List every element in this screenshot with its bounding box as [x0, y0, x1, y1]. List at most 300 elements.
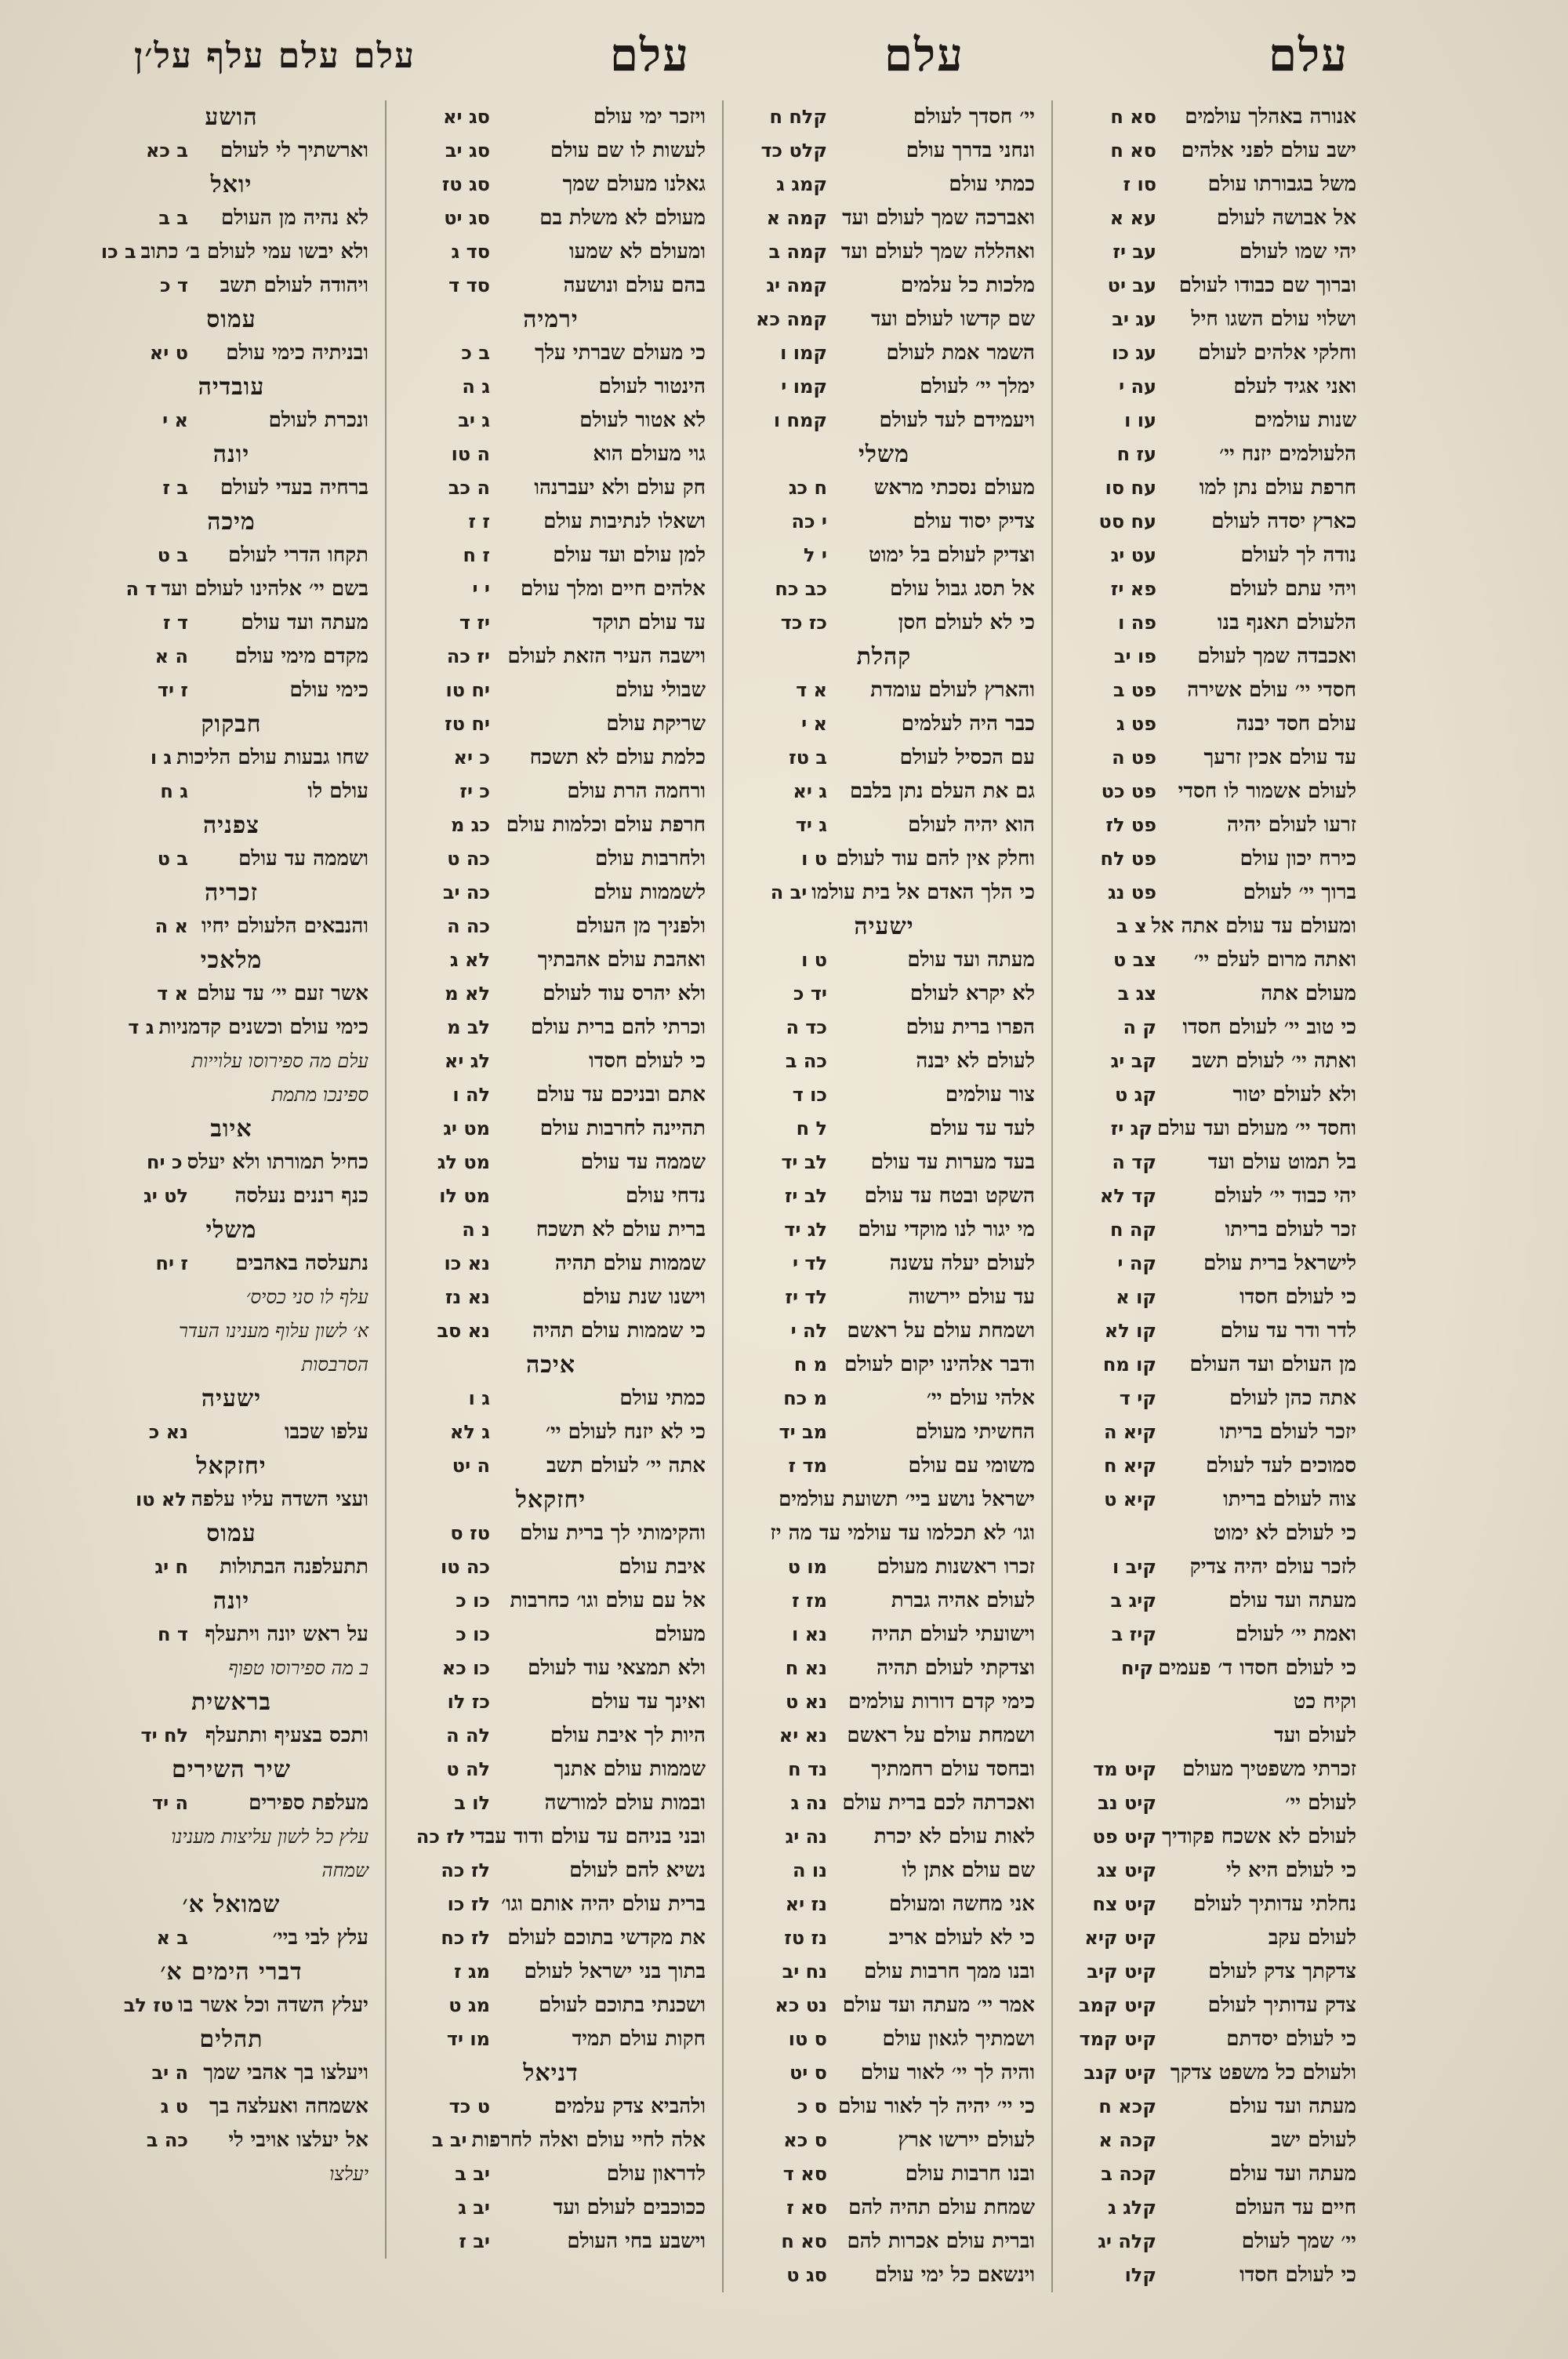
entry-phrase: כי לא לעולם אריב [888, 1926, 1035, 1950]
entry-phrase: כחיל תמורתו ולא יעלס [187, 1150, 368, 1174]
verse-reference: נט כא [775, 1994, 827, 2016]
verse-reference: קד לא [1099, 1185, 1156, 1207]
verse-reference: נז טז [784, 1927, 827, 1949]
verse-reference: קיט מד [1093, 1758, 1156, 1780]
verse-reference: קכה א [1098, 2129, 1156, 2151]
entry-phrase: שריקת עולם [606, 712, 706, 736]
verse-reference: נה יג [785, 1826, 827, 1848]
concordance-entry [1062, 1112, 1356, 1146]
verse-reference: כז כד [780, 612, 827, 634]
entry-phrase: אשר זעם יי׳ עד עולם [197, 982, 368, 1005]
entry-phrase: אשמחה ואעלצה בך [209, 2095, 368, 2118]
verse-reference: פט ג [1116, 713, 1156, 735]
entry-phrase: אלהי עולם יי׳ [926, 1387, 1035, 1410]
concordance-entry [94, 2090, 368, 2124]
verse-reference: לה י [790, 1320, 827, 1342]
verse-reference: לח יד [140, 1725, 188, 1747]
verse-reference: קמג ג [776, 173, 827, 195]
column-header-3: עלם [609, 28, 690, 82]
entry-phrase: כארץ יסדה לעולם [1211, 510, 1356, 533]
verse-reference: קי ד [1119, 1387, 1156, 1409]
verse-reference: ג ו [468, 1387, 490, 1409]
concordance-entry [396, 1753, 706, 1787]
verse-reference: קיט צח [1092, 1893, 1156, 1915]
concordance-entry [1062, 2157, 1356, 2191]
concordance-entry [94, 2056, 368, 2090]
column-header-1: עלם [1268, 28, 1348, 82]
concordance-entry [396, 1989, 706, 2023]
concordance-entry [1062, 1517, 1356, 1550]
concordance-entry [396, 1146, 706, 1180]
verse-reference: ד כ [159, 274, 188, 296]
entry-phrase: כי לעולם חסדו [1240, 2263, 1356, 2287]
concordance-entry [94, 539, 368, 572]
concordance-entry [733, 1652, 1035, 1685]
verse-reference: א ד [796, 679, 827, 701]
verse-reference: קיג ב [1110, 1590, 1156, 1612]
verse-reference: קלט כד [760, 140, 827, 162]
concordance-entry [1062, 1281, 1356, 1314]
concordance-entry [396, 1281, 706, 1314]
entry-phrase: ושאלו לנתיבות עולם [543, 510, 706, 533]
verse-reference: נד ח [788, 1758, 827, 1780]
verse-reference: לא ג [449, 949, 490, 971]
root-note: עלץ כל לשון עליצות מענינו [171, 1826, 368, 1848]
verse-reference: מט לו [439, 1185, 490, 1207]
book-heading: ירמיה [523, 306, 579, 333]
concordance-entry [733, 1078, 1035, 1112]
concordance-entry [733, 1247, 1035, 1281]
concordance-entry [396, 336, 706, 370]
verse-reference: סג ט [786, 2264, 827, 2286]
verse-reference: קמה א [766, 207, 827, 229]
concordance-entry [733, 202, 1035, 235]
entry-phrase: כי לא יזנח לעולם יי׳ [545, 1420, 706, 1444]
verse-reference: ג ו [150, 747, 172, 769]
concordance-entry [1062, 1550, 1356, 1584]
concordance-entry [733, 235, 1035, 269]
entry-phrase: עד עולם אכין זרעך [1203, 746, 1356, 769]
column-rule [1051, 100, 1053, 2292]
book-heading: מלאכי [200, 947, 263, 974]
running-headers [102, 28, 1356, 107]
entry-phrase: וישבה העיר הזאת לעולם [507, 645, 706, 668]
concordance-entry [1062, 977, 1356, 1011]
verse-reference: יח טו [445, 679, 490, 701]
concordance-entry [733, 1449, 1035, 1483]
concordance-entry [396, 1180, 706, 1213]
entry-phrase: ואכרתה לכם ברית עולם [842, 1791, 1035, 1815]
verse-reference: סא ז [786, 2197, 827, 2219]
entry-phrase: אתה כהן לעולם [1229, 1387, 1356, 1410]
entry-phrase: עלץ לבי ביי׳ [272, 1926, 368, 1950]
verse-reference: סג טז [441, 173, 490, 195]
entry-phrase: החשיתי מעולם [915, 1420, 1035, 1444]
entry-phrase: משומי עם עולם [908, 1454, 1035, 1478]
concordance-entry [733, 471, 1035, 505]
concordance-entry [94, 134, 368, 168]
entry-phrase: סמוכים לעד לעולם [1205, 1454, 1356, 1478]
entry-phrase: זכרתי משפטיך מעולם [1182, 1757, 1356, 1781]
verse-reference: י כה [791, 511, 827, 533]
verse-reference: לג יד [784, 1219, 827, 1241]
concordance-entry [94, 471, 368, 505]
verse-reference: פט לח [1100, 848, 1156, 870]
verse-reference: כו ד [792, 1084, 827, 1106]
entry-phrase: שם עולם אתן לו [902, 1859, 1035, 1882]
verse-reference: קג יז [1110, 1118, 1153, 1140]
column-rule [722, 100, 724, 2292]
entry-phrase: כימי עולם וכשנים קדמניות [158, 1016, 368, 1039]
entry-phrase: הלעולמים יזנח יי׳ [1219, 442, 1356, 466]
concordance-entry [733, 2056, 1035, 2090]
entry-phrase: ואינך עד עולם [590, 1690, 706, 1714]
verse-reference: נא ו [792, 1623, 827, 1645]
verse-reference: עג כו [1112, 342, 1156, 364]
concordance-entry [733, 707, 1035, 741]
entry-phrase: מן העולם ועד העולם [1189, 1353, 1356, 1376]
book-heading: ישעיה [201, 1385, 262, 1412]
verse-reference: לה ה [446, 1725, 490, 1747]
verse-reference: צג ב [1117, 983, 1156, 1005]
verse-reference: כ יח [147, 1151, 183, 1173]
entry-phrase: בעד מערות עד עולם [870, 1150, 1035, 1174]
entry-phrase: ולהביא צדק עלמים [554, 2095, 706, 2118]
entry-phrase: יי׳ שמך לעולם [1241, 2230, 1356, 2253]
entry-phrase: נשיא להם לעולם [569, 1859, 706, 1882]
concordance-entry [1062, 1888, 1356, 1921]
verse-reference: מט יג [443, 1118, 490, 1140]
root-note: עלף לו סני כסיס׳ [245, 1286, 368, 1308]
entry-phrase: מעתה ועד עולם [1229, 2095, 1356, 2118]
verse-reference: פה ו [1118, 612, 1156, 634]
verse-reference: ז יד [157, 679, 188, 701]
verse-reference: נ ה [462, 1219, 490, 1241]
verse-reference: עט יג [1110, 544, 1156, 566]
verse-reference: נא סב [437, 1320, 490, 1342]
entry-phrase: שחו גבעות עולם הליכות [176, 746, 368, 769]
entry-phrase: אמר יי׳ מעתה ועד עולם [842, 1994, 1035, 2017]
verse-reference: ס כא [783, 2129, 827, 2151]
concordance-entry [396, 1921, 706, 1955]
concordance-entry [733, 1517, 1035, 1550]
concordance-entry [1062, 2225, 1356, 2259]
entry-phrase: כימי עולם [289, 678, 368, 702]
entry-phrase: וצדיק לעולם בל ימוט [869, 543, 1035, 567]
entry-phrase: מעולם נסכתי מראש [873, 476, 1035, 500]
concordance-entry [733, 1550, 1035, 1584]
verse-reference: לא מ [445, 983, 490, 1005]
entry-phrase: וישבע בחי העולם [567, 2230, 706, 2253]
verse-reference: לב מ [447, 1016, 490, 1038]
concordance-entry [1062, 1921, 1356, 1955]
verse-reference: מ ח [793, 1354, 827, 1376]
entry-phrase: לישראל ברית עולם [1203, 1252, 1356, 1275]
concordance-entry [733, 1382, 1035, 1416]
verse-reference: מו ט [787, 1556, 827, 1578]
verse-reference: ב כו [100, 241, 136, 263]
entry-phrase: כלמת עולם לא תשכח [529, 746, 706, 769]
concordance-entry [94, 1483, 368, 1517]
concordance-entry [396, 134, 706, 168]
entry-phrase: לדר ודר עד עולם [1220, 1319, 1356, 1343]
verse-reference: קיח [1120, 1657, 1154, 1679]
entry-phrase: ויהי עתם לעולם [1229, 577, 1356, 601]
entry-phrase: לעשות לו שם עולם [550, 139, 706, 162]
entry-phrase: ברחיה בעדי לעולם [220, 476, 368, 500]
verse-reference: ס יט [789, 2062, 827, 2084]
concordance-entry [94, 606, 368, 640]
verse-reference: טז ס [450, 1522, 490, 1544]
entry-phrase: וארשתיך לי לעולם [220, 139, 368, 162]
verse-reference: כה טו [441, 1556, 490, 1578]
concordance-entry [1062, 2090, 1356, 2124]
entry-phrase: הפרו ברית עולם [906, 1016, 1035, 1039]
concordance-entry [1062, 1416, 1356, 1449]
concordance-entry [733, 2259, 1035, 2292]
verse-reference: עג יב [1112, 308, 1156, 330]
concordance-entry [94, 1719, 368, 1753]
entry-phrase: כי לעולם חסדו [1240, 1285, 1356, 1309]
entry-phrase: גאלנו מעולם שמך [562, 173, 706, 196]
verse-reference: ג ח [160, 780, 188, 802]
entry-phrase: ולפניך מן העולם [575, 914, 706, 938]
root-note: שמחה [321, 1859, 368, 1881]
verse-reference: מד ז [788, 1455, 827, 1477]
concordance-entry [396, 1854, 706, 1888]
concordance-entry [94, 1180, 368, 1213]
verse-reference: סג יא [443, 106, 490, 128]
verse-reference: לה ו [452, 1084, 490, 1106]
concordance-entry [396, 1719, 706, 1753]
verse-reference: סא ד [782, 2163, 827, 2185]
concordance-entry [396, 1416, 706, 1449]
entry-phrase: חיים עד העולם [1234, 2196, 1356, 2219]
verse-reference: קיט פט [1092, 1826, 1156, 1848]
verse-reference: נו ה [793, 1859, 827, 1881]
entry-phrase: אני מחשה ומעולם [888, 1892, 1035, 1916]
verse-reference: קו מח [1102, 1354, 1156, 1376]
entry-phrase: יהי כבוד יי׳ לעולם [1214, 1184, 1356, 1208]
concordance-entry [396, 1517, 706, 1550]
verse-reference: קיט קיא [1084, 1927, 1156, 1949]
concordance-entry [1062, 1483, 1356, 1517]
entry-phrase: לעולם עקב [1268, 1926, 1356, 1950]
concordance-entry [94, 572, 368, 606]
entry-phrase: יי׳ חסדך לעולם [913, 105, 1035, 129]
verse-reference: נח יב [782, 1961, 827, 1983]
verse-reference: קמו ו [780, 342, 827, 364]
concordance-entry [94, 1921, 368, 1955]
concordance-entry [733, 2225, 1035, 2259]
verse-reference: פו יב [1113, 645, 1156, 667]
concordance-entry [733, 1348, 1035, 1382]
concordance-entry [396, 606, 706, 640]
concordance-entry [733, 134, 1035, 168]
book-heading: דברי הימים א׳ [160, 1958, 303, 1986]
concordance-entry [396, 471, 706, 505]
entry-phrase: שממות עולם אתנך [554, 1757, 706, 1781]
verse-reference: כו כ [456, 1623, 490, 1645]
entry-phrase: מקדם מימי עולם [234, 645, 368, 668]
entry-phrase: צדיק יסוד עולם [913, 510, 1035, 533]
verse-reference: לט יג [143, 1185, 188, 1207]
verse-reference: נא כו [444, 1252, 490, 1274]
verse-reference: ב ב [158, 207, 188, 229]
concordance-entry [1062, 741, 1356, 775]
verse-reference: יב ז [459, 2230, 490, 2252]
entry-phrase: צוה לעולם בריתו [1223, 1488, 1356, 1511]
entry-phrase: תהיינה לחרבות עולם [539, 1117, 706, 1140]
verse-reference: קלו [1124, 2264, 1156, 2286]
entry-phrase: לעולם לא אשכח פקודיך [1162, 1825, 1356, 1848]
column-rule [385, 100, 387, 2259]
verse-reference: יב ה [770, 881, 808, 903]
concordance-entry [1062, 674, 1356, 707]
root-note: יעלצו [329, 2163, 368, 2185]
concordance-entry [396, 1820, 706, 1854]
concordance-entry [733, 1213, 1035, 1247]
entry-phrase: הוא יהיה לעולם [908, 813, 1035, 837]
entry-phrase: נתעלסה באהבים [235, 1252, 368, 1275]
verse-reference: ז ח [463, 544, 490, 566]
book-heading: איוב [210, 1115, 252, 1143]
verse-reference: ה א [154, 645, 188, 667]
entry-phrase: נחלתי עדותיך לעולם [1192, 1892, 1356, 1916]
verse-reference: קלג ג [1108, 2197, 1156, 2219]
concordance-entry [396, 842, 706, 876]
entry-phrase: נודה לך לעולם [1240, 543, 1356, 567]
entry-phrase: ודבר אלהינו יקום לעולם [844, 1353, 1035, 1376]
entry-phrase: את מקדשי בתוכם לעולם [507, 1926, 706, 1950]
concordance-entry [396, 1011, 706, 1045]
book-heading: עובדיה [198, 373, 265, 401]
entry-phrase: ואני אגיד לעלם [1233, 375, 1356, 398]
entry-phrase: ברוך יי׳ לעולם [1243, 881, 1356, 904]
verse-reference: קמה כא [756, 308, 827, 330]
verse-reference: ד ז [162, 612, 188, 634]
concordance-entry [1062, 809, 1356, 842]
entry-phrase: ובנו חרבות עולם [905, 2162, 1035, 2186]
verse-reference: כה ב [785, 1050, 827, 1072]
verse-reference: ה יט [452, 1455, 490, 1477]
book-heading: משלי [205, 1216, 257, 1244]
concordance-entry [396, 640, 706, 674]
verse-reference: עה י [1119, 376, 1156, 398]
entry-phrase: שממות עולם תהיה [554, 1252, 706, 1275]
verse-reference: סא ח [1110, 106, 1156, 128]
entry-phrase: על ראש יונה ויתעלף [205, 1623, 368, 1646]
verse-reference: קה ח [1109, 1219, 1156, 1241]
entry-phrase: ואהללה שמך לעולם ועד [840, 240, 1035, 264]
verse-reference: א י [801, 713, 827, 735]
verse-reference: עב יט [1107, 274, 1156, 296]
entry-phrase: ולא לעולם יטור [1232, 1083, 1356, 1107]
verse-reference: א ד [157, 983, 188, 1005]
concordance-entry [94, 674, 368, 707]
concordance-entry [94, 910, 368, 943]
verse-reference: כג מ [450, 814, 490, 836]
root-note: ב מה ספירוסו טפוף [228, 1657, 368, 1679]
verse-reference: קיב ו [1112, 1556, 1156, 1578]
entry-phrase: מעתה ועד עולם [1229, 1589, 1356, 1612]
entry-phrase: ושממה עד עולם [238, 847, 368, 871]
entry-phrase: כי מעולם שברתי עלך [535, 341, 706, 365]
entry-phrase: ויהודה לעולם תשב [220, 274, 368, 297]
concordance-entry [94, 404, 368, 438]
verse-reference: מו יד [446, 2028, 490, 2050]
verse-reference: יב ב [431, 2129, 467, 2151]
entry-phrase: אנורה באהלך עולמים [1185, 105, 1356, 129]
concordance-entry [396, 2191, 706, 2225]
concordance-entry [733, 370, 1035, 404]
concordance-entry [733, 168, 1035, 202]
entry-phrase: ומעולם עד עולם אתה אל [1151, 914, 1356, 938]
entry-phrase: יהי שמו לעולם [1239, 240, 1356, 264]
concordance-entry [1062, 1382, 1356, 1416]
concordance-entry [396, 202, 706, 235]
concordance-entry [1062, 1314, 1356, 1348]
verse-reference: סג יב [445, 140, 490, 162]
entry-phrase: עד עולם תוקד [592, 611, 706, 634]
concordance-entry [1062, 1652, 1356, 1685]
entry-phrase: חסדי יי׳ עולם אשירה [1187, 678, 1356, 702]
entry-phrase: כי לעולם לא ימוט [1213, 1521, 1356, 1545]
concordance-entry [94, 2124, 368, 2157]
verse-reference: טז לב [123, 1994, 174, 2016]
concordance-entry [733, 1011, 1035, 1045]
verse-reference: ג יב [458, 409, 490, 431]
verse-reference: סא ח [781, 2230, 827, 2252]
verse-reference: ב כא [145, 140, 188, 162]
concordance-entry [1062, 1584, 1356, 1618]
entry-phrase: כי הלך האדם אל בית עולמו [811, 881, 1035, 904]
verse-reference: י י [472, 578, 490, 600]
verse-reference: לז כו [447, 1893, 490, 1915]
verse-reference: ה טו [451, 443, 490, 465]
verse-reference: עח סט [1098, 511, 1156, 533]
entry-phrase: בל תמוט עולם ועד [1207, 1150, 1356, 1174]
concordance-entry [1062, 707, 1356, 741]
concordance-entry [1062, 842, 1356, 876]
verse-reference: ה יד [151, 1792, 188, 1814]
verse-reference: לב יד [781, 1151, 827, 1173]
verse-reference: קב יג [1110, 1050, 1156, 1072]
concordance-entry [94, 235, 368, 269]
entry-phrase: אל יעלצו אויבי לי [228, 2128, 368, 2152]
concordance-entry [396, 235, 706, 269]
entry-phrase: חרפת עולם וכלמות עולם [506, 813, 706, 837]
verse-reference: ג ה [462, 376, 490, 398]
verse-reference: ס כ [797, 2095, 827, 2117]
concordance-entry [396, 572, 706, 606]
concordance-entry [733, 1618, 1035, 1652]
entry-phrase: כי לעולם חסדו [589, 1049, 706, 1073]
concordance-entry [1062, 1449, 1356, 1483]
concordance-entry [1062, 539, 1356, 572]
verse-reference: מט לג [437, 1151, 490, 1173]
entry-phrase: תתעלפנה הבתולות [220, 1555, 368, 1579]
concordance-entry [396, 2157, 706, 2191]
verse-reference: לז כח [441, 1927, 490, 1949]
entry-phrase: ואתה יי׳ לעולם תשב [1192, 1049, 1356, 1073]
verse-reference: צ ב [1116, 915, 1147, 937]
entry-phrase: מעתה ועד עולם [907, 948, 1035, 972]
concordance-entry [94, 1618, 368, 1652]
concordance-entry [733, 269, 1035, 303]
concordance-entry [1062, 1045, 1356, 1078]
entry-phrase: צור עולמים [945, 1083, 1035, 1107]
